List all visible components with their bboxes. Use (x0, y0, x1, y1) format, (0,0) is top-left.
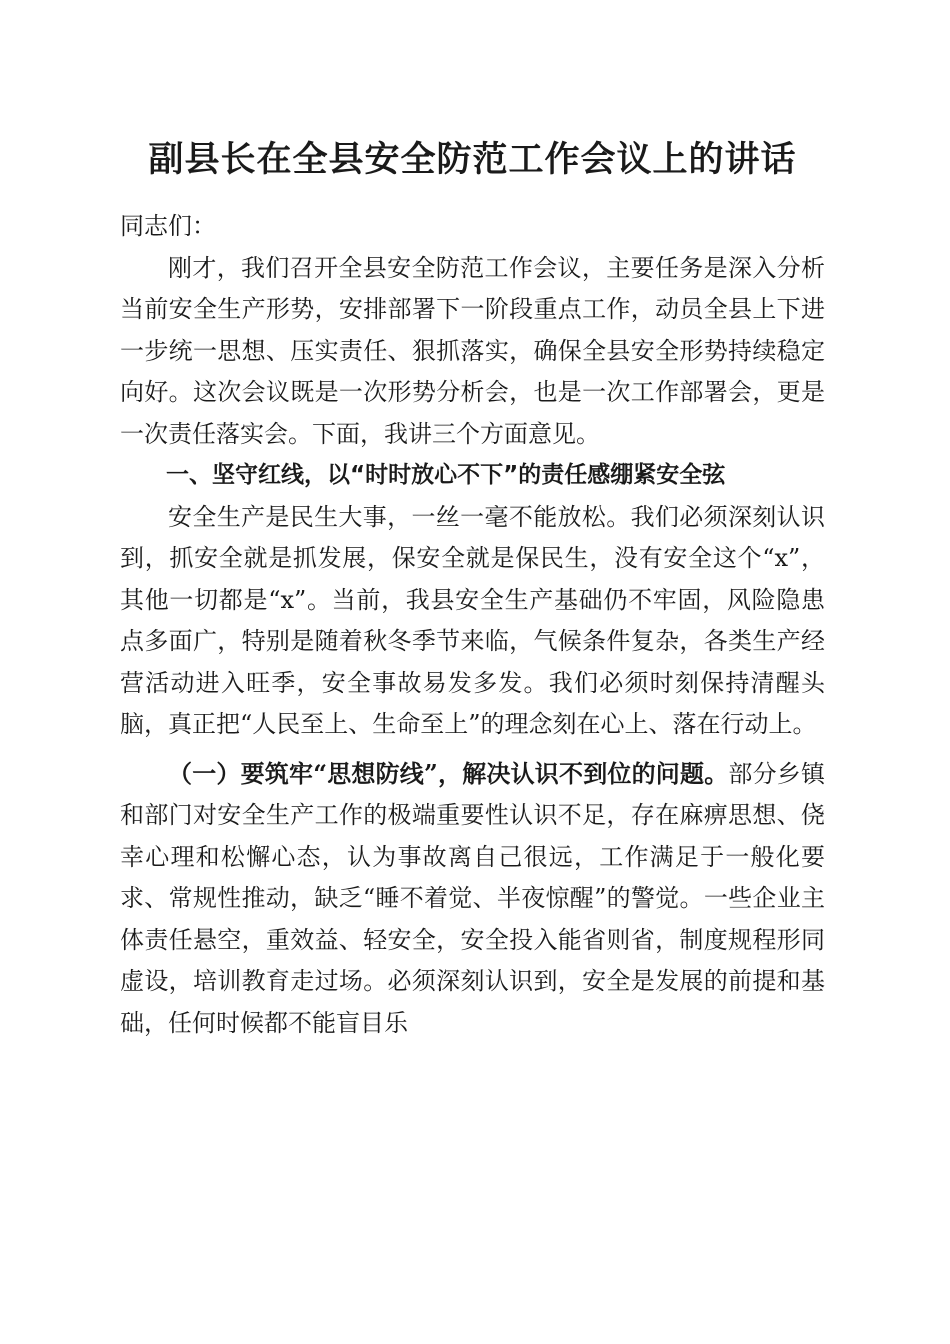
subsection-lead: （一）要筑牢“思想防线”，解决认识不到位的问题。 (168, 758, 729, 788)
document-body (120, 206, 825, 1044)
section-paragraph: 安全生产是民生大事，一丝一毫不能放松。我们必须深刻认识到，抓安全就是抓发展，保安全就是保民生，没有安全这个“x”，其他一切都是“x”。当前，我县安全生产基础仍不牢固，风险隐患点多面广，特别是随着秋冬季节来临，气候条件复杂，各类生产经营活动进入旺季，安全事故易发多发。我们必须时刻保持清醒头脑，真正把“人民至上、生命至上”的理念刻在心上、落在行动上。 (120, 502, 825, 738)
intro-paragraph: 刚才，我们召开全县安全防范工作会议，主要任务是深入分析当前安全生产形势，安排部署下一阶段重点工作，动员全县上下进一步统一思想、压实责任、狠抓落实，确保全县安全形势持续稳定向好。这次会议既是一次形势分析会，也是一次工作部署会，更是一次责任落实会。下面，我讲三个方面意见。 (120, 253, 825, 448)
document-title: 副县长在全县安全防范工作会议上的讲话 (148, 139, 797, 180)
greeting: 同志们： (120, 212, 216, 240)
subsection-paragraph (120, 753, 825, 1045)
section-heading: 一、坚守红线，以“时时放心不下”的责任感绷紧安全弦 (166, 462, 726, 488)
subsection-text: 部分乡镇和部门对安全生产工作的极端重要性认识不足，存在麻痹思想、侥幸心理和松懈心态，认为事故离自己很远，工作满足于一般化要求、常规性推动，缺乏“睡不着觉、半夜惊醒”的警觉。一些企业主体责任悬空，重效益、轻安全，安全投入能省则省，制度规程形同虚设，培训教育走过场。必须深刻认识到，安全是发展的前提和基础，任何时候都不能盲目乐 (120, 759, 826, 1037)
